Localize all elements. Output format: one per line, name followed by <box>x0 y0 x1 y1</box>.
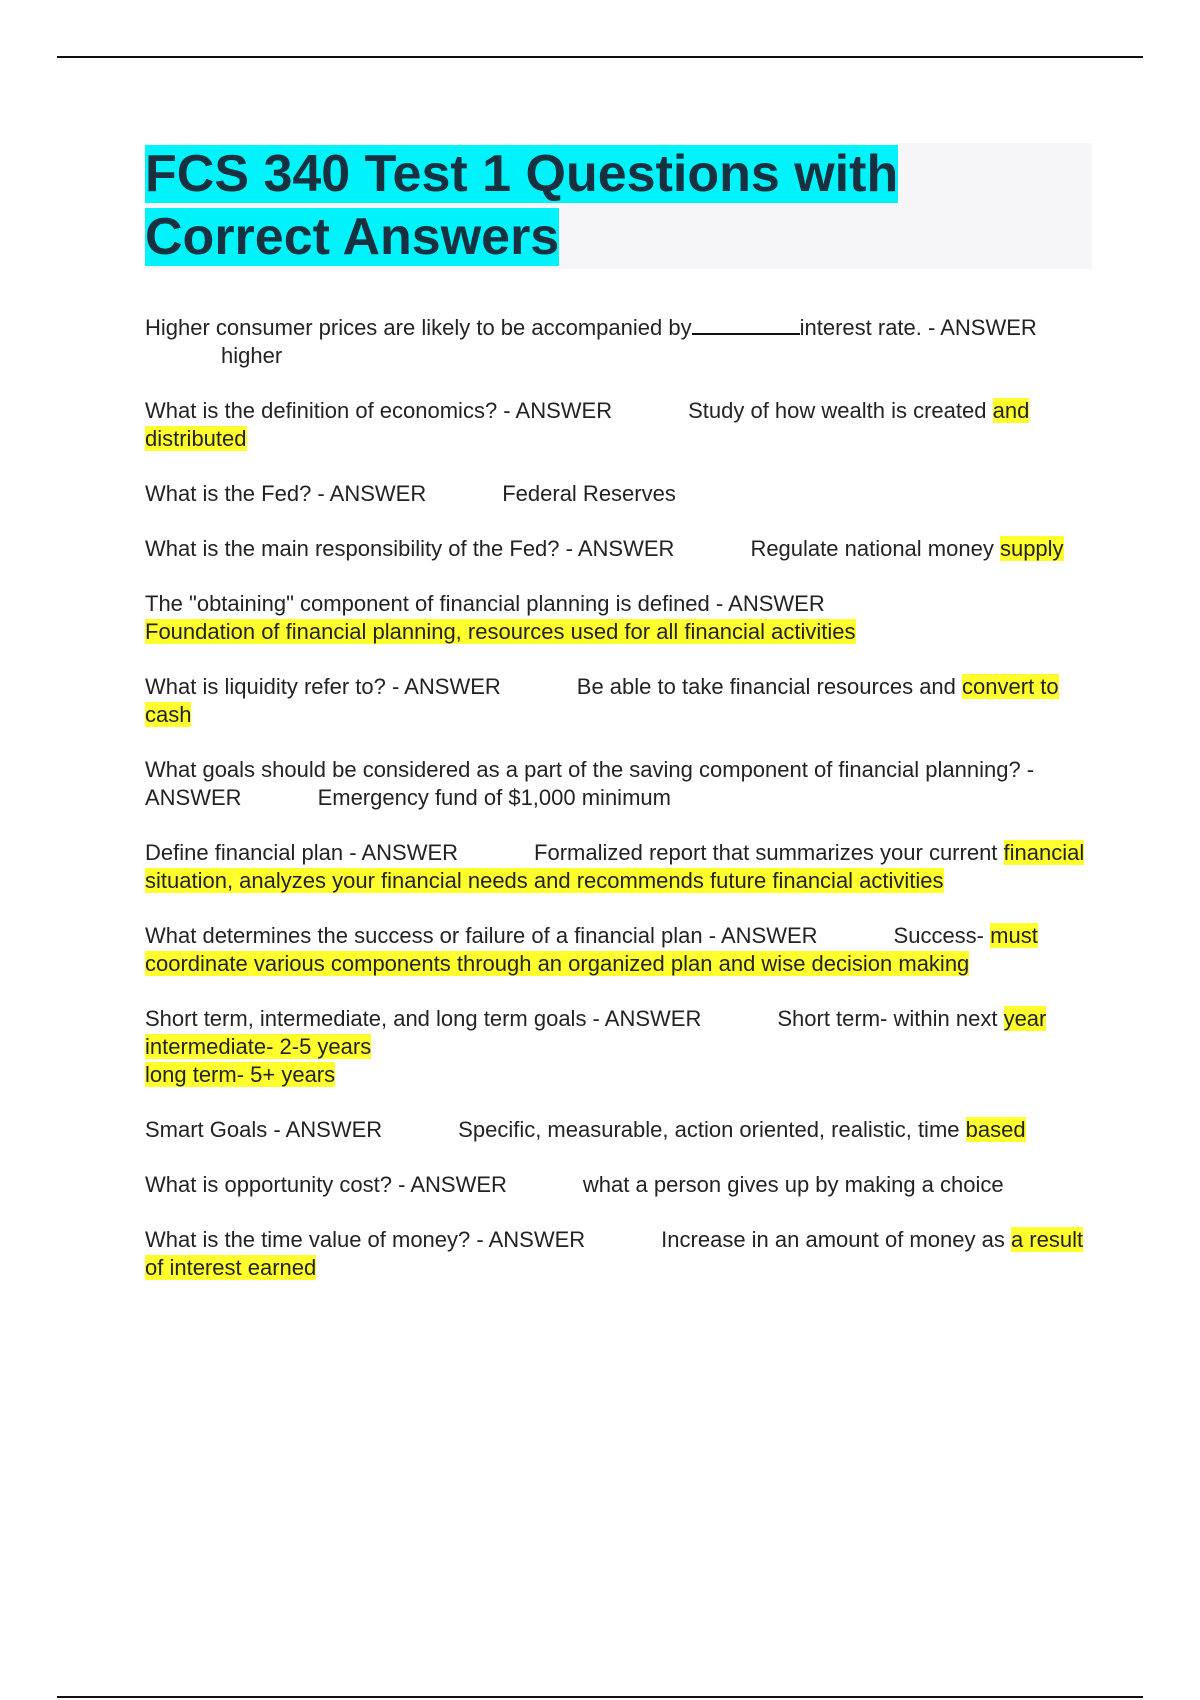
question-text-end: interest rate. - <box>799 315 936 340</box>
answer-highlight: convert to cash <box>145 674 1059 727</box>
question-text: What is the time value of money? - <box>145 1227 484 1252</box>
qa-item <box>145 480 1092 508</box>
answer-text: Be able to take financial resources and <box>576 674 956 699</box>
bottom-rule <box>57 1696 1143 1698</box>
fill-in-blank <box>692 313 800 335</box>
question-text: What determines the success or failure of a financial plan - <box>145 923 717 948</box>
answer-tag: ANSWER <box>720 923 818 948</box>
answer-tag: ANSWER <box>285 1117 383 1142</box>
question-text: What is the main responsibility of the Fed? - <box>145 536 573 561</box>
answer-text: Formalized report that summarizes your current <box>534 840 998 865</box>
answer-highlight: financial situation, analyzes your financial needs and recommends future financial activities <box>145 840 1085 893</box>
qa-item <box>145 1005 1092 1089</box>
answer-text: Study of how wealth is created <box>688 398 987 423</box>
top-rule <box>57 56 1143 58</box>
question-text: Smart Goals - <box>145 1117 281 1142</box>
title-line-1: FCS 340 Test 1 Questions with <box>145 145 899 203</box>
answer-highlight: and distributed <box>145 398 1030 451</box>
qa-item <box>145 673 1092 729</box>
answer-highlight-line-2: intermediate- 2-5 years <box>145 1034 372 1059</box>
answer-tag: ANSWER <box>361 840 459 865</box>
answer-tag: ANSWER <box>604 1006 702 1031</box>
answer-text: Regulate national money <box>750 536 994 561</box>
answer-text: Increase in an amount of money as <box>661 1227 1005 1252</box>
document-body <box>145 143 1092 1309</box>
answer-tag: ANSWER <box>515 398 613 423</box>
answer-text: Federal Reserves <box>502 481 676 506</box>
qa-item <box>145 756 1092 812</box>
answer-text: Short term- within next <box>777 1006 998 1031</box>
answer-text: Specific, measurable, action oriented, realistic, time <box>458 1117 960 1142</box>
answer-tag: ANSWER <box>145 785 242 810</box>
answer-tag: ANSWER <box>940 315 1037 340</box>
qa-item <box>145 535 1092 563</box>
answer-highlight: Foundation of financial planning, resources used for all financial activities <box>145 619 856 644</box>
answer-tag: ANSWER <box>329 481 427 506</box>
answer-tag: ANSWER <box>577 536 675 561</box>
qa-item <box>145 922 1092 978</box>
answer-text: what a person gives up by making a choice <box>582 1172 1004 1197</box>
qa-item <box>145 397 1092 453</box>
answer-tag: ANSWER <box>488 1227 586 1252</box>
answer-text: Success- <box>893 923 985 948</box>
question-text: Short term, intermediate, and long term goals - <box>145 1006 600 1031</box>
question-text: What is the Fed? - <box>145 481 325 506</box>
answer-highlight: must coordinate various components through an organized plan and wise decision making <box>145 923 1038 976</box>
answer-tag: ANSWER <box>728 591 825 616</box>
answer-highlight: supply <box>999 536 1064 561</box>
title-line-2: Correct Answers <box>145 208 560 266</box>
qa-item <box>145 839 1092 895</box>
qa-item <box>145 1171 1092 1199</box>
answer-tag: ANSWER <box>404 674 501 699</box>
answer-highlight: based <box>965 1117 1026 1142</box>
qa-item <box>145 1226 1092 1282</box>
qa-item <box>145 1116 1092 1144</box>
page-title <box>145 143 1092 269</box>
qa-item <box>145 590 1092 646</box>
answer-highlight: year <box>1003 1006 1047 1031</box>
question-text: The "obtaining" component of financial planning is defined - <box>145 591 724 616</box>
answer-tag: ANSWER <box>410 1172 507 1197</box>
question-text: Higher consumer prices are likely to be accompanied by <box>145 315 692 340</box>
question-text: Define financial plan - <box>145 840 357 865</box>
question-text: What is liquidity refer to? - <box>145 674 400 699</box>
question-text: What is the definition of economics? - <box>145 398 511 423</box>
question-text: What is opportunity cost? - <box>145 1172 406 1197</box>
answer-highlight: a result of interest earned <box>145 1227 1084 1280</box>
title-block <box>145 143 1092 269</box>
answer-text: higher <box>221 343 283 368</box>
answer-text: Emergency fund of $1,000 minimum <box>317 785 671 810</box>
qa-item <box>145 313 1092 370</box>
answer-highlight-line-3: long term- 5+ years <box>145 1062 336 1087</box>
question-text: What goals should be considered as a part of the saving component of financial planning? - <box>145 757 1035 782</box>
